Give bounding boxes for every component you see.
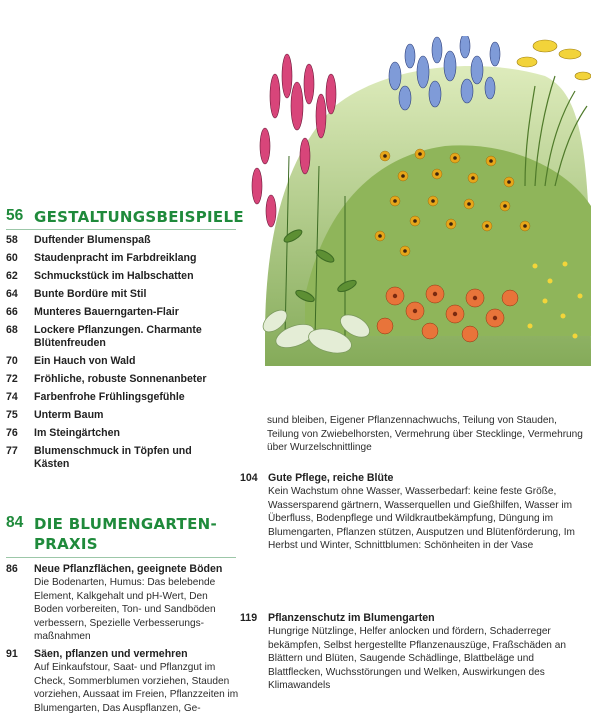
toc-entry-title: Säen, pflanzen und vermehren xyxy=(34,648,188,660)
toc-entry[interactable] xyxy=(6,648,242,715)
toc-entry[interactable] xyxy=(6,391,240,404)
toc-entry[interactable] xyxy=(6,373,240,386)
toc-page-number: 77 xyxy=(6,445,18,458)
divider xyxy=(6,229,236,230)
section-title-line: PRAXIS xyxy=(34,535,98,553)
toc-page-number: 119 xyxy=(240,612,258,624)
toc-page-number: 66 xyxy=(6,305,18,318)
toc-entry-title: Im Steingärtchen xyxy=(34,427,120,440)
toc-list xyxy=(6,234,240,476)
toc-page-number: 74 xyxy=(6,391,18,404)
toc-entry-title: Bunte Bordüre mit Stil xyxy=(34,287,147,300)
toc-entry-title: Ein Hauch von Wald xyxy=(34,355,136,368)
toc-entry-title: Duftender Blumenspaß xyxy=(34,234,151,246)
divider xyxy=(6,557,236,558)
toc-page-number: 76 xyxy=(6,427,18,440)
toc-page-number: 68 xyxy=(6,323,18,336)
toc-entry[interactable] xyxy=(240,612,586,693)
toc-entry-description: Die Bodenarten, Humus: Das belebende Element, Kalkgehalt und pH-Wert, Den Boden vorbereiten, Ton- und Sandböden verbessern, Spezielle Verbesserungs-maßnahmen xyxy=(34,577,216,643)
toc-entry[interactable] xyxy=(6,445,240,472)
toc-entry[interactable] xyxy=(6,288,240,301)
toc-page-number: 72 xyxy=(6,373,18,386)
toc-entry[interactable] xyxy=(6,409,240,422)
toc-entry-title: Farbenfrohe Frühlingsgefühle xyxy=(34,391,185,404)
toc-page-number: 70 xyxy=(6,355,18,368)
toc-page-number: 86 xyxy=(6,563,18,575)
toc-entry[interactable] xyxy=(6,234,240,247)
toc-entry-title: Neue Pflanzflächen, geeignete Böden xyxy=(34,563,223,575)
toc-entry-title: Pflanzenschutz im Blumengarten xyxy=(268,612,435,624)
toc-entry-title: Munteres Bauerngarten-Flair xyxy=(34,305,179,318)
toc-entry-title: Fröhliche, robuste Sonnenanbeter xyxy=(34,373,207,386)
toc-entry[interactable] xyxy=(6,270,240,283)
toc-page-number: 60 xyxy=(6,251,18,264)
toc-entry[interactable] xyxy=(6,355,240,368)
toc-page-number: 75 xyxy=(6,409,18,422)
section-title[interactable] xyxy=(34,514,217,554)
toc-entry[interactable] xyxy=(6,427,240,440)
toc-entry-title: Staudenpracht im Farbdreiklang xyxy=(34,251,197,264)
toc-entry-title: Schmuckstück im Halbschatten xyxy=(34,269,194,282)
toc-page-number: 91 xyxy=(6,648,18,660)
toc-entry-title: Blumenschmuck in Töpfen und Kästen xyxy=(34,445,192,471)
toc-page-number: 58 xyxy=(6,234,18,246)
toc-continuation-text: sund bleiben, Eigener Pflanzennachwuchs, Teilung von Stauden, Teilung von Zwiebelhorsten, Vermehrung über Stecklinge, Vermehrung über Wurzelschnittlinge xyxy=(267,415,583,453)
section-title[interactable]: GESTALTUNGSBEISPIELE xyxy=(34,208,244,226)
toc-entry-title: Unterm Baum xyxy=(34,409,104,422)
toc-page-number: 64 xyxy=(6,287,18,300)
section-heading xyxy=(6,207,244,227)
flower-border-illustration xyxy=(245,36,591,366)
toc-entry-description: Auf Einkaufstour, Saat- und Pflanzgut im Check, Sommerblumen vorziehen, Stauden vorziehen, Aussaat im Freien, Pflanzzeiten im Blumengarten, Das Auspflanzen, Ge- xyxy=(34,662,239,714)
section-page-number[interactable]: 56 xyxy=(6,207,24,224)
section-page-number[interactable]: 84 xyxy=(6,514,24,531)
toc-entry[interactable] xyxy=(6,563,242,644)
toc-entry[interactable] xyxy=(6,306,240,319)
toc-entry[interactable] xyxy=(6,252,240,265)
toc-page-number: 104 xyxy=(240,472,258,484)
section-title-line: DIE BLUMENGARTEN- xyxy=(34,515,218,533)
toc-entry-title: Lockere Pflanzungen. Charmante Blütenfreuden xyxy=(34,323,202,350)
toc-entry-title: Gute Pflege, reiche Blüte xyxy=(268,472,394,484)
toc-entry-description: Hungrige Nützlinge, Helfer anlocken und fördern, Schaderreger bekämpfen, Selbst hergestellte Pflanzenauszüge, Fraßschäden an Blättern und Blüten, Saugende Schädlinge, Blattbeläge und Blattflecken, Wuchsstörungen und Welken, Auswirkungen des Klimawandels xyxy=(268,626,566,692)
toc-entry-description: Kein Wachstum ohne Wasser, Wasserbedarf: keine feste Größe, Wassersparend gärtnern, Wasserquellen und Gießhilfen, Wasser im Überfluss, Bodenpflege und Wildkrautbekämpfung, Düngung im Blumengarten, Pflanzen stützen, Ausputzen und Blütenförderung, Im Herbst und Winter, Schnittblumen: Schönheiten in der Vase xyxy=(268,486,575,552)
toc-entry[interactable] xyxy=(6,324,240,351)
section-heading xyxy=(6,514,217,554)
toc-entry[interactable] xyxy=(240,472,586,553)
toc-page-number: 62 xyxy=(6,269,18,282)
